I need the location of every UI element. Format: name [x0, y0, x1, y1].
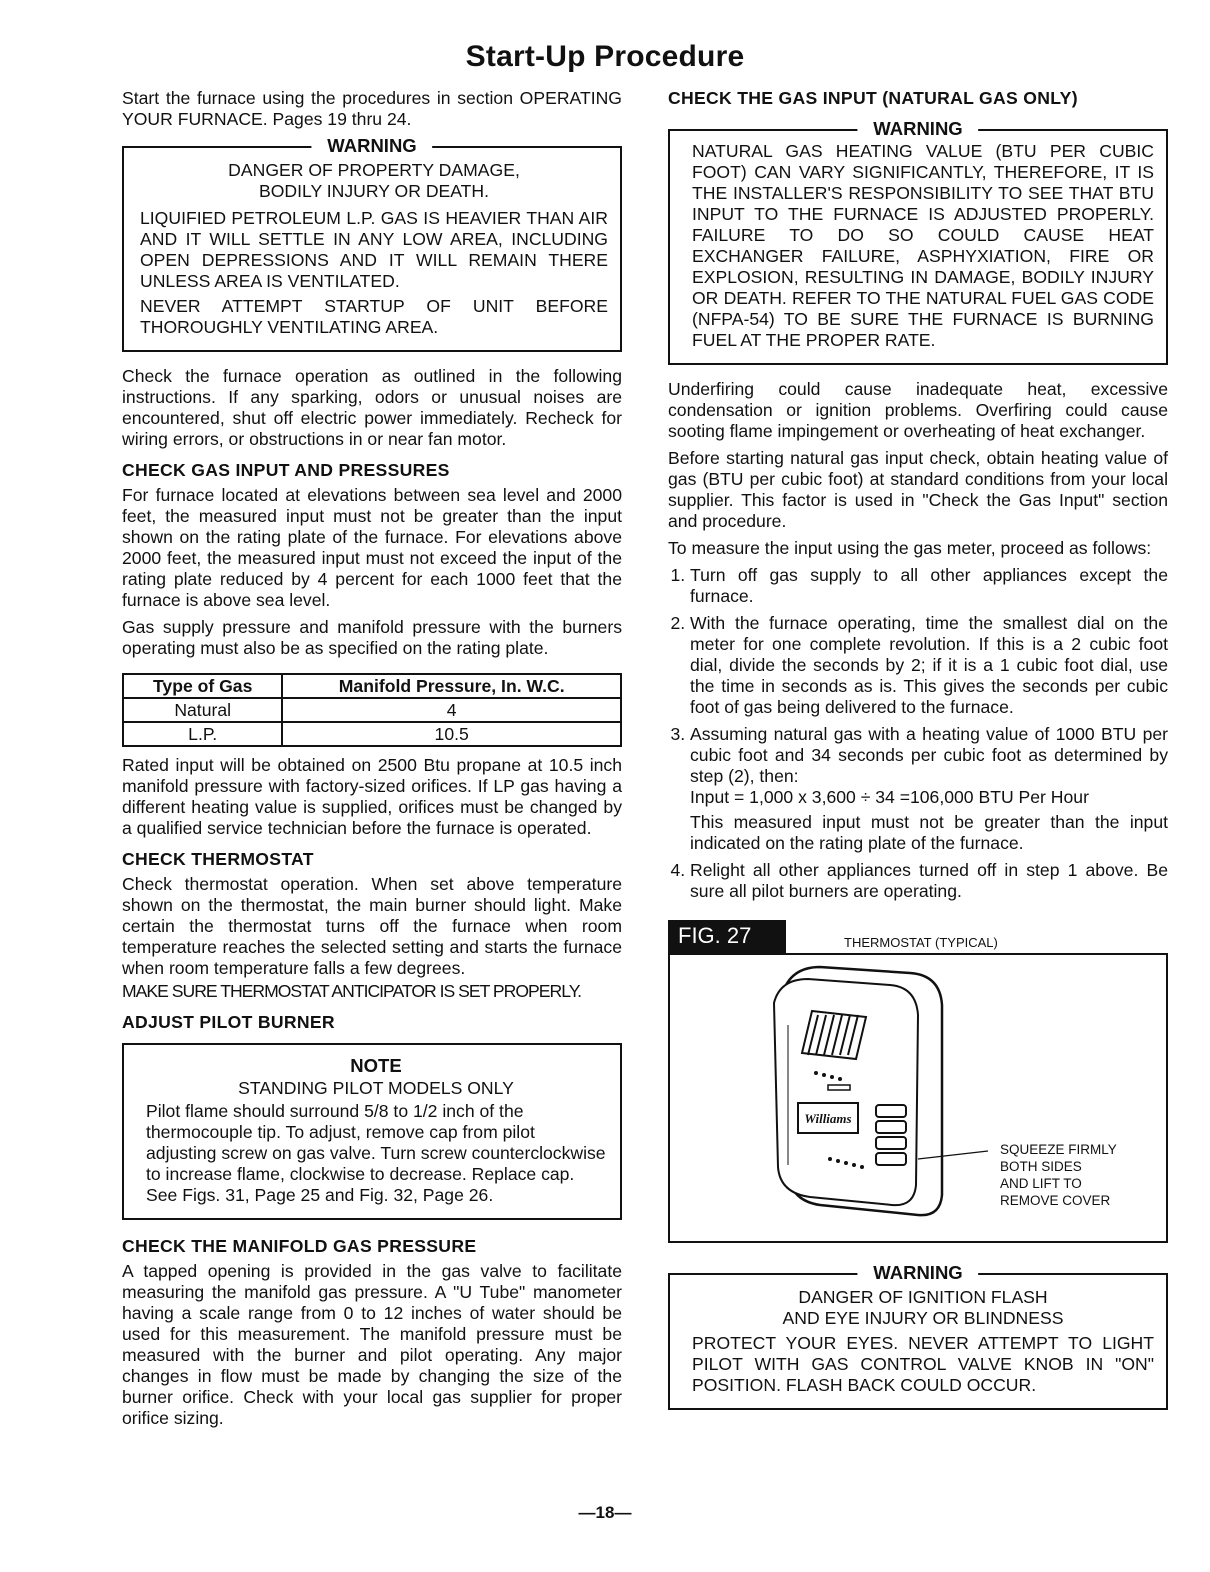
- list-item: [690, 724, 1168, 854]
- figure-27: [668, 920, 1168, 1243]
- gas-input-paragraph: For furnace located at elevations between sea level and 2000 feet, the measured input must not be greater than the input shown on the rating plate of the furnace. For elevations above 2000 feet, the measured input must not exceed the input of the rating plate reduced by 4 percent for each 1000 feet that the furnace is above sea level.: [122, 485, 622, 610]
- intro-text: Start the furnace using the procedures in section OPERATING YOUR FURNACE. Pages 19 thru 24.: [122, 88, 622, 129]
- step-text: Relight all other appliances turned off in step 1 above. Be sure all pilot burners are operating.: [690, 860, 1168, 901]
- list-item: [690, 565, 1168, 607]
- step-text: Assuming natural gas with a heating value of 1000 BTU per cubic foot and 34 seconds per cubic foot as determined by step (2), then:: [690, 724, 1168, 786]
- figure-caption: THERMOSTAT (TYPICAL): [844, 935, 998, 950]
- warning-paragraph: NATURAL GAS HEATING VALUE (BTU PER CUBIC FOOT) CAN VARY SIGNIFICANTLY, THEREFORE, IT IS THE INSTALLER'S RESPONSIBILITY TO SEE THAT BTU INPUT TO THE FURNACE IS ADJUSTED PROPERLY. FAILURE TO DO SO COULD CAUSE HEAT EXCHANGER FAILURE, ASPHYXIATION, FIRE OR EXPLOSION, RESULTING IN DAMAGE, BODILY INJURY OR DEATH. REFER TO THE NATURAL FUEL GAS CODE (NFPA-54) TO BE SURE THE FURNACE IS BURNING FUEL AT THE PROPER RATE.: [692, 141, 1154, 350]
- left-column: [122, 88, 622, 1435]
- warning-line: BODILY INJURY OR DEATH.: [258, 181, 490, 201]
- note-subtitle: STANDING PILOT MODELS ONLY: [238, 1078, 514, 1098]
- warning-line: DANGER OF PROPERTY DAMAGE,: [228, 160, 520, 180]
- figure-label: FIG. 27: [668, 920, 786, 954]
- table-header: Type of Gas: [123, 674, 282, 698]
- note-title: NOTE: [350, 1055, 402, 1076]
- warning-line: AND EYE INJURY OR BLINDNESS: [782, 1308, 1064, 1328]
- warning-paragraph: NEVER ATTEMPT STARTUP OF UNIT BEFORE THOROUGHLY VENTILATING AREA.: [140, 296, 608, 337]
- heading-check-thermostat: CHECK THERMOSTAT: [122, 849, 314, 869]
- callout-line: REMOVE COVER: [1000, 1193, 1111, 1208]
- manifold-paragraph: A tapped opening is provided in the gas valve to facilitate measuring the manifold gas pressure. A "U Tube" manometer having a scale range from 0 to 12 inches of water should be used for this measurement. The manifold pressure must be measured with the burner and pilot operating. Any major changes in flow must be made by changing the size of the burner orifice. Check with your local gas supplier for proper orifice sizing.: [122, 1261, 622, 1428]
- before-start-text: Before starting natural gas input check, obtain heating value of gas (BTU per cubic foot) at standard conditions from your local supplier. This factor is used in "Check the Gas Input" section and procedure.: [668, 448, 1168, 531]
- gas-input-paragraph: Gas supply pressure and manifold pressure with the burners operating must also be as specified on the rating plate.: [122, 617, 622, 658]
- warning-title: WARNING: [857, 118, 978, 140]
- heading-adjust-pilot: ADJUST PILOT BURNER: [122, 1012, 335, 1032]
- table-cell: L.P.: [123, 722, 282, 746]
- table-header: Manifold Pressure, In. W.C.: [282, 674, 621, 698]
- brand-logo-text: Williams: [804, 1111, 852, 1126]
- page-number: —18—: [578, 1503, 632, 1522]
- callout-line: BOTH SIDES: [1000, 1159, 1082, 1174]
- heading-check-gas-input: CHECK GAS INPUT AND PRESSURES: [122, 460, 450, 480]
- note-box-pilot: [122, 1043, 622, 1220]
- thermostat-paragraph: Check thermostat operation. When set above temperature shown on the thermostat, the main burner should light. Make certain the thermostat turns off the furnace when room temperature reaches the selected setting and starts the furnace when room temperature falls a few degrees.: [122, 874, 622, 978]
- table-row: [123, 722, 621, 746]
- table-row: [123, 698, 621, 722]
- heading-check-manifold: CHECK THE MANIFOLD GAS PRESSURE: [122, 1236, 477, 1256]
- warning-box-lp-gas: [122, 135, 622, 352]
- warning-line: DANGER OF IGNITION FLASH: [798, 1287, 1048, 1307]
- measure-text: To measure the input using the gas meter, proceed as follows:: [668, 538, 1152, 558]
- step-text: Turn off gas supply to all other appliances except the furnace.: [690, 565, 1168, 606]
- figure-header: [668, 920, 1168, 954]
- manifold-pressure-table: [122, 673, 622, 747]
- list-item: [690, 613, 1168, 718]
- warning-paragraph: PROTECT YOUR EYES. NEVER ATTEMPT TO LIGHT PILOT WITH GAS CONTROL VALVE KNOB IN "ON" POSITION. FLASH BACK COULD OCCUR.: [692, 1333, 1154, 1395]
- measurement-steps: [668, 565, 1168, 902]
- thermostat-caps-note: MAKE SURE THERMOSTAT ANTICIPATOR IS SET PROPERLY.: [122, 981, 582, 1001]
- figure-callout: [1000, 1141, 1117, 1209]
- heading-check-gas-natural: CHECK THE GAS INPUT (NATURAL GAS ONLY): [668, 88, 1078, 108]
- list-item: [690, 860, 1168, 902]
- warning-title: WARNING: [857, 1262, 978, 1284]
- warning-box-natural-gas: [668, 118, 1168, 365]
- rated-input-text: Rated input will be obtained on 2500 Btu propane at 10.5 inch manifold pressure with factory-sized orifices. If LP gas having a different heating value is supplied, orifices must be changed by a qualified service technician before the furnace is operated.: [122, 755, 622, 838]
- warning-paragraph: LIQUIFIED PETROLEUM L.P. GAS IS HEAVIER THAN AIR AND IT WILL SETTLE IN ANY LOW AREA, INCLUDING OPEN DEPRESSIONS AND IT WILL REMAIN THERE UNLESS AREA IS VENTILATED.: [140, 208, 608, 291]
- input-equation: Input = 1,000 x 3,600 ÷ 34 =106,000 BTU Per Hour: [690, 787, 1089, 807]
- note-body: Pilot flame should surround 5/8 to 1/2 inch of the thermocouple tip. To adjust, remove cap from pilot adjusting screw on gas valve. Turn screw counterclockwise to increase flame, clockwise to decrease. Replace cap. See Figs. 31, Page 25 and Fig. 32, Page 26.: [146, 1101, 606, 1205]
- page-title: Start-Up Procedure: [465, 40, 745, 73]
- callout-line: SQUEEZE FIRMLY: [1000, 1142, 1117, 1157]
- table-cell: 4: [282, 698, 621, 722]
- underfiring-text: Underfiring could cause inadequate heat, excessive condensation or ignition problems. Overfiring could cause sooting flame impingement or overheating of heat exchanger.: [668, 379, 1168, 441]
- step-text: This measured input must not be greater than the input indicated on the rating plate of the furnace.: [690, 812, 1168, 853]
- figure-box: [668, 953, 1168, 1243]
- right-column: [668, 88, 1168, 1424]
- table-cell: Natural: [123, 698, 282, 722]
- check-operation-text: Check the furnace operation as outlined in the following instructions. If any sparking, odors or unusual noises are encountered, shut off electric power immediately. Recheck for wiring errors, or obstructions in or near fan motor.: [122, 366, 622, 449]
- warning-title: WARNING: [311, 135, 432, 157]
- warning-box-ignition: [668, 1262, 1168, 1410]
- step-text: With the furnace operating, time the smallest dial on the meter for one complete revolution. If this is a 2 cubic foot dial, divide the seconds by 2; if it is a 1 cubic foot dial, use the time in seconds as is. This gives the seconds per cubic foot of gas being delivered to the furnace.: [690, 613, 1168, 717]
- callout-line: AND LIFT TO: [1000, 1176, 1082, 1191]
- table-cell: 10.5: [282, 722, 621, 746]
